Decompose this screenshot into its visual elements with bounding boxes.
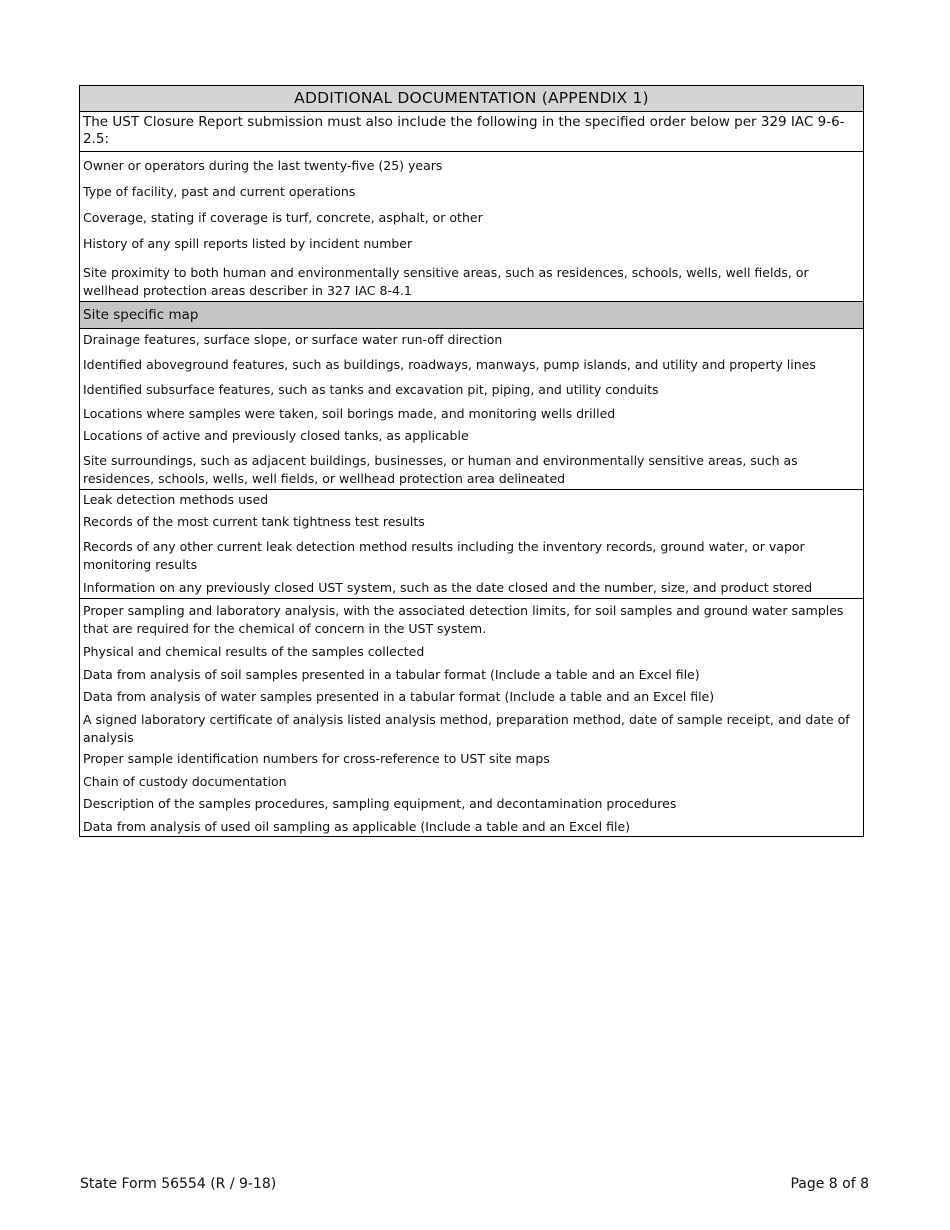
list-item: Identified subsurface features, such as tanks and excavation pit, piping, and utility conduits bbox=[83, 382, 659, 397]
list-item: Data from analysis of used oil sampling as applicable (Include a table and an Excel file) bbox=[83, 819, 631, 834]
list-item: A signed laboratory certificate of analysis listed analysis method, preparation method, date of sample receipt, and date of analysis bbox=[83, 712, 850, 745]
list-item: Identified aboveground features, such as buildings, roadways, manways, pump islands, and utility and property lines bbox=[83, 357, 816, 372]
sampling-group bbox=[80, 599, 863, 836]
form-identifier: State Form 56554 (R / 9-18) bbox=[80, 1176, 277, 1192]
list-item: Leak detection methods used bbox=[83, 492, 269, 507]
appendix-table bbox=[79, 85, 864, 837]
list-item: History of any spill reports listed by incident number bbox=[83, 236, 413, 251]
site-history-group bbox=[80, 152, 863, 302]
site-map-group bbox=[80, 329, 863, 490]
table-title: ADDITIONAL DOCUMENTATION (APPENDIX 1) bbox=[80, 86, 863, 112]
list-item: Site surroundings, such as adjacent buildings, businesses, or human and environmentally sensitive areas, such as residences, schools, wells, well fields, or wellhead protection area delineated bbox=[83, 453, 798, 486]
leak-detection-group bbox=[80, 490, 863, 599]
list-item: Physical and chemical results of the samples collected bbox=[83, 644, 425, 659]
list-item: Owner or operators during the last twenty-five (25) years bbox=[83, 158, 443, 173]
intro-text: The UST Closure Report submission must also include the following in the specified order below per 329 IAC 9-6-2.5: bbox=[80, 112, 863, 152]
list-item: Type of facility, past and current operations bbox=[83, 184, 356, 199]
list-item: Site proximity to both human and environmentally sensitive areas, such as residences, schools, wells, well fields, or wellhead protection areas describer in 327 IAC 8-4.1 bbox=[83, 265, 809, 298]
list-item: Records of any other current leak detection method results including the inventory records, ground water, or vapor monitoring results bbox=[83, 539, 805, 572]
page-number: Page 8 of 8 bbox=[790, 1176, 869, 1192]
list-item: Proper sample identification numbers for cross-reference to UST site maps bbox=[83, 751, 550, 766]
list-item: Data from analysis of water samples presented in a tabular format (Include a table and an Excel file) bbox=[83, 689, 715, 704]
list-item: Description of the samples procedures, sampling equipment, and decontamination procedures bbox=[83, 796, 677, 811]
list-item: Locations where samples were taken, soil borings made, and monitoring wells drilled bbox=[83, 406, 616, 421]
list-item: Information on any previously closed UST system, such as the date closed and the number, size, and product stored bbox=[83, 580, 813, 595]
list-item: Data from analysis of soil samples presented in a tabular format (Include a table and an Excel file) bbox=[83, 667, 700, 682]
list-item: Locations of active and previously closed tanks, as applicable bbox=[83, 428, 469, 443]
site-map-header: Site specific map bbox=[80, 302, 863, 329]
list-item: Coverage, stating if coverage is turf, concrete, asphalt, or other bbox=[83, 210, 483, 225]
list-item: Chain of custody documentation bbox=[83, 774, 287, 789]
list-item: Proper sampling and laboratory analysis, with the associated detection limits, for soil samples and ground water samples that are required for the chemical of concern in the UST system. bbox=[83, 603, 844, 636]
list-item: Drainage features, surface slope, or surface water run-off direction bbox=[83, 332, 503, 347]
list-item: Records of the most current tank tightness test results bbox=[83, 514, 425, 529]
